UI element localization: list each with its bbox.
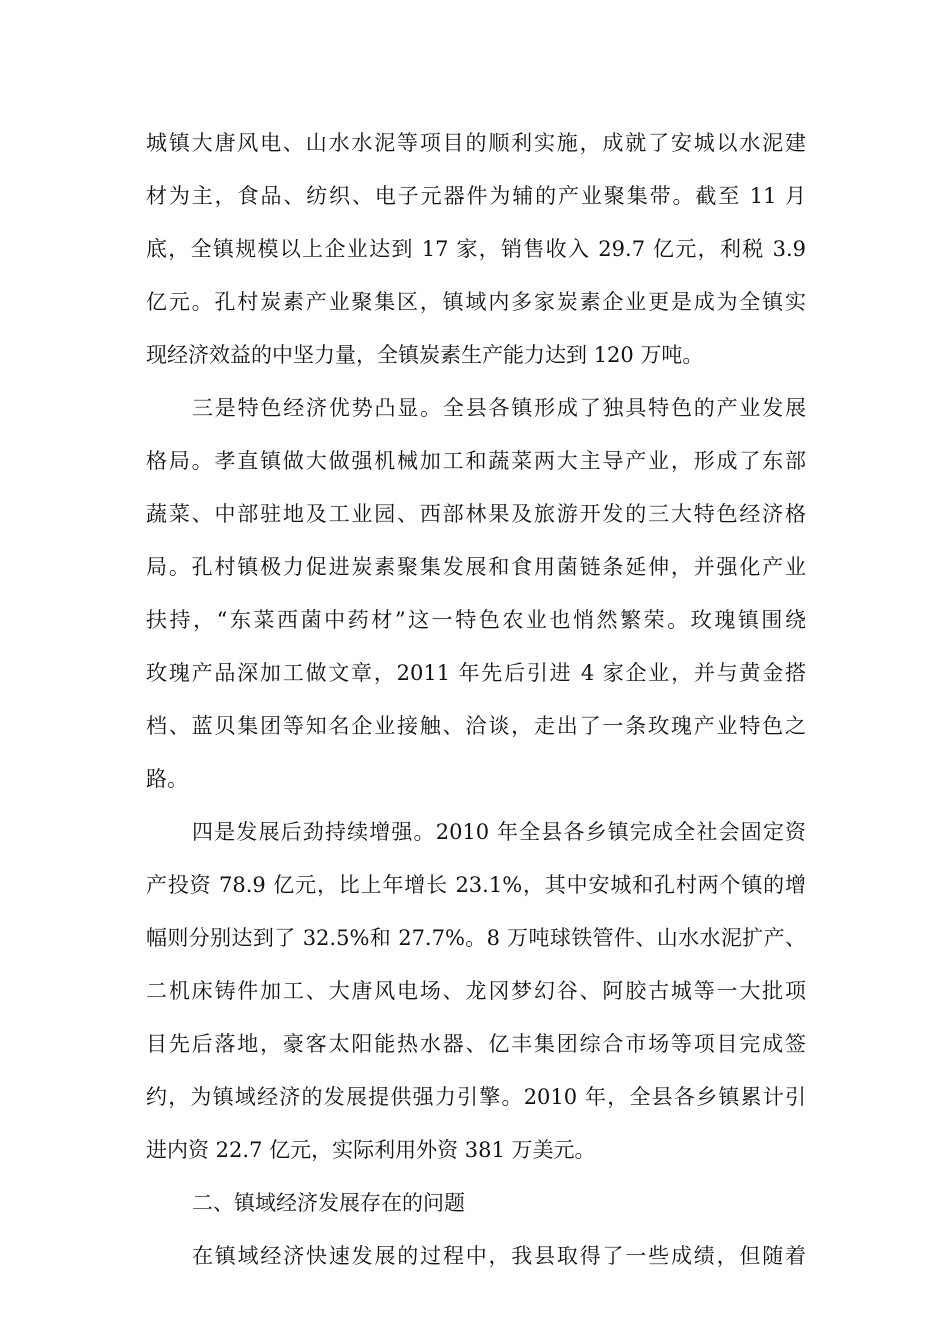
text-line: 二机床铸件加工、大唐风电场、龙冈梦幻谷、阿胶古城等一大批项 [146, 979, 806, 1003]
text-line: 档、蓝贝集团等知名企业接触、洽谈，走出了一条玫瑰产业特色之 [146, 714, 806, 738]
section-heading: 二、镇域经济发展存在的问题 [192, 1191, 465, 1215]
text-line: 城镇大唐风电、山水水泥等项目的顺利实施，成就了安城以水泥建 [146, 131, 806, 155]
text-line: 格局。孝直镇做大做强机械加工和蔬菜两大主导产业，形成了东部 [146, 449, 806, 473]
text-line: 路。 [146, 767, 188, 791]
text-line: 扶持，“东菜西菌中药材”这一特色农业也悄然繁荣。玫瑰镇围绕 [146, 608, 806, 632]
paragraph-heading-line: 三是特色经济优势凸显。全县各镇形成了独具特色的产业发展 [192, 396, 806, 420]
text-line: 局。孔村镇极力促进炭素聚集发展和食用菌链条延伸，并强化产业 [146, 555, 806, 579]
text-line: 产投资 78.9 亿元，比上年增长 23.1%，其中安城和孔村两个镇的增 [146, 873, 806, 897]
text-line: 现经济效益的中坚力量，全镇炭素生产能力达到 120 万吨。 [146, 343, 704, 367]
text-line: 材为主，食品、纺织、电子元器件为辅的产业聚集带。截至 11 月 [146, 184, 806, 208]
text-line: 蔬菜、中部驻地及工业园、西部林果及旅游开发的三大特色经济格 [146, 502, 806, 526]
text-line: 底，全镇规模以上企业达到 17 家，销售收入 29.7 亿元，利税 3.9 [146, 237, 806, 261]
text-line: 进内资 22.7 亿元，实际利用外资 381 万美元。 [146, 1138, 596, 1162]
paragraph-heading-line: 四是发展后劲持续增强。2010 年全县各乡镇完成全社会固定资 [192, 820, 806, 844]
text-line: 在镇域经济快速发展的过程中，我县取得了一些成绩，但随着 [192, 1244, 806, 1268]
text-line: 约，为镇域经济的发展提供强力引擎。2010 年，全县各乡镇累计引 [146, 1085, 806, 1109]
text-line: 目先后落地，豪客太阳能热水器、亿丰集团综合市场等项目完成签 [146, 1032, 806, 1056]
text-line: 亿元。孔村炭素产业聚集区，镇域内多家炭素企业更是成为全镇实 [146, 290, 806, 314]
text-line: 玫瑰产品深加工做文章，2011 年先后引进 4 家企业，并与黄金搭 [146, 661, 806, 685]
text-line: 幅则分别达到了 32.5%和 27.7%。8 万吨球铁管件、山水水泥扩产、 [146, 926, 806, 950]
